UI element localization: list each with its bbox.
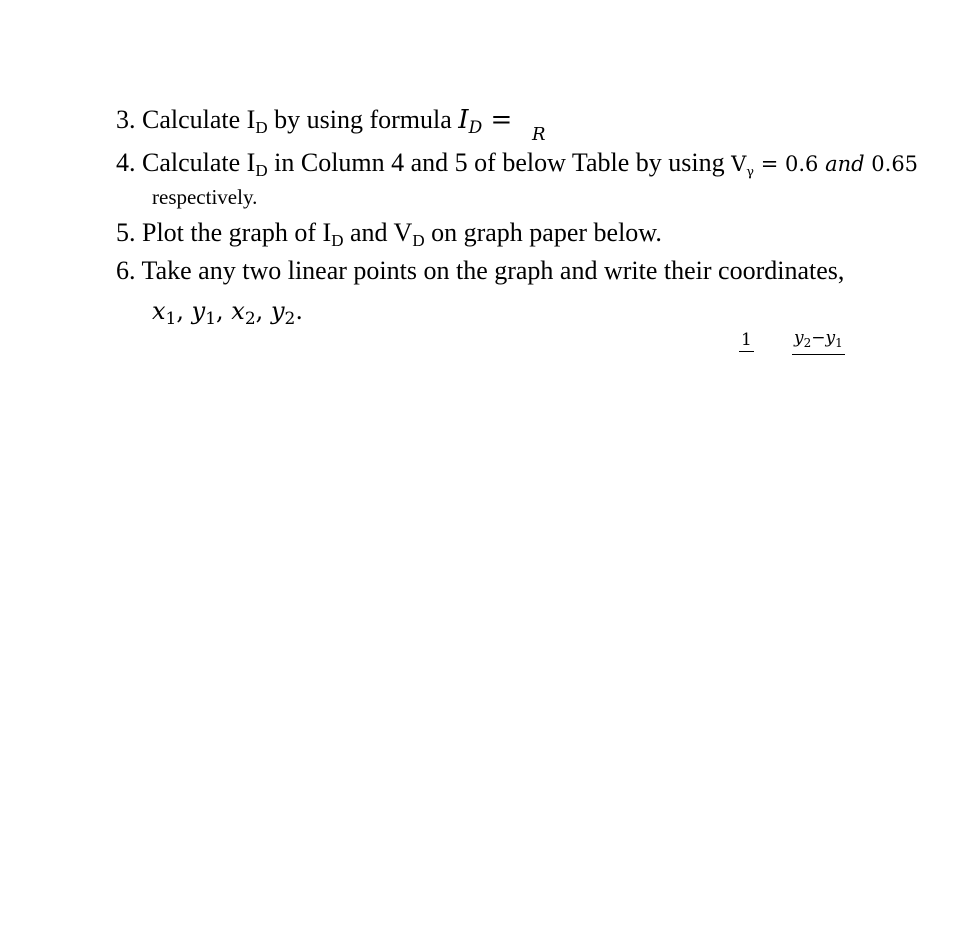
item-6-number: 6. [116,256,136,285]
item-3-text: Calculate $I_D$ by using formula [142,105,459,137]
item-3-formula: $I_D$ = [458,105,513,138]
item-4-text: Calculate $I_D$ in Column 4 and 5 of below Table by using [142,148,732,180]
item-4-formula: $V_\gamma = 0.6$ and 0.65 [731,152,919,180]
slope-numerator-fragment: $y_2-y_1$ [792,328,845,355]
item-4 [116,148,918,179]
item-3 [116,105,513,138]
item-6-text: Take any two linear points on the graph and write their coordinates, [141,256,845,285]
item-4-number: 4. [116,148,136,177]
item-5-number: 5. [116,218,136,247]
item-6 [116,256,844,286]
item-5-text: Plot the graph of $I_D$ and $V_D$ on graph paper below. [142,218,662,250]
item-5 [116,218,662,248]
fraction-one-fragment: 1 [741,330,752,350]
item-4-continuation: respectively. [152,185,258,209]
item-3-number: 3. [116,105,136,134]
formula-denominator: R [532,124,546,145]
item-6-coordinates: $x_1$, $y_1$, $x_2$, $y_2$. [152,297,303,329]
